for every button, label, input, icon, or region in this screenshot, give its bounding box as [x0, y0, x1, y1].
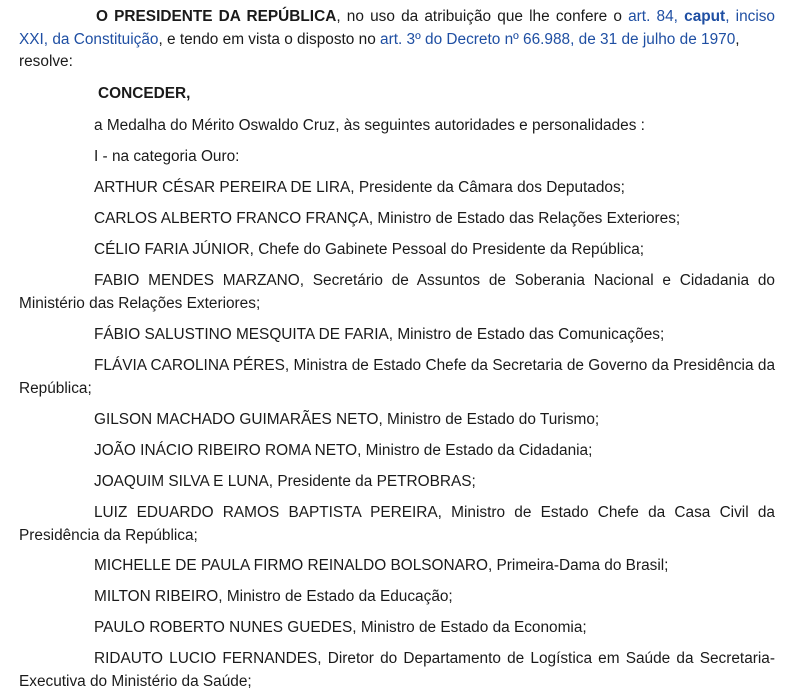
honoree-item — [19, 586, 775, 609]
honoree-item — [19, 471, 775, 494]
honoree-name: FABIO MENDES MARZANO — [94, 272, 300, 289]
honoree-item — [19, 208, 775, 231]
honoree-role: , Chefe do Gabinete Pessoal do Presidente da República; — [249, 241, 645, 258]
honoree-name: PAULO ROBERTO NUNES GUEDES — [94, 619, 353, 636]
honoree-name: JOAQUIM SILVA E LUNA — [94, 473, 269, 490]
honoree-role: , Secretário de Assuntos de Soberania Nacional e Cidadania do Ministério das Relações Exteriores; — [19, 272, 775, 312]
honoree-role: , Ministro de Estado das Comunicações; — [388, 326, 665, 343]
honoree-name: FLÁVIA CAROLINA PÉRES — [94, 357, 285, 374]
honoree-item — [19, 409, 775, 432]
inciso-link[interactable]: , inciso XXI, da Constituição — [19, 8, 775, 48]
preamble-text: , no uso da atribuição que lhe confere o — [336, 8, 629, 25]
honoree-name: CARLOS ALBERTO FRANCO FRANÇA — [94, 210, 369, 227]
honoree-name: MILTON RIBEIRO — [94, 588, 219, 605]
honoree-item — [19, 617, 775, 640]
honoree-name: MICHELLE DE PAULA FIRMO REINALDO BOLSONARO — [94, 557, 488, 574]
honoree-role: , Ministro de Estado da Educação; — [218, 588, 453, 605]
resolve-text: resolve: — [19, 53, 73, 70]
honoree-role: , Presidente da Câmara dos Deputados; — [350, 179, 625, 196]
honoree-name: CÉLIO FARIA JÚNIOR — [94, 241, 250, 258]
honoree-role: , Presidente da PETROBRAS; — [268, 473, 476, 490]
honoree-name: FÁBIO SALUSTINO MESQUITA DE FARIA — [94, 326, 389, 343]
honoree-item — [19, 555, 775, 578]
intro-paragraph — [19, 115, 775, 138]
honoree-role: , Primeira-Dama do Brasil; — [487, 557, 669, 574]
honoree-role: , Ministro de Estado do Turismo; — [378, 411, 600, 428]
honoree-item — [19, 239, 775, 262]
action-paragraph — [19, 83, 775, 106]
honoree-role: , Ministra de Estado Chefe da Secretaria de Governo da Presidência da República; — [19, 357, 776, 397]
honoree-item — [19, 270, 775, 315]
category-text: I - na categoria Ouro: — [94, 148, 240, 165]
intro-text: a Medalha do Mérito Oswaldo Cruz, às seguintes autoridades e personalidades : — [94, 117, 645, 134]
honoree-name: RIDAUTO LUCIO FERNANDES — [94, 650, 318, 667]
honoree-role: , Ministro de Estado Chefe da Casa Civil da Presidência da República; — [19, 504, 775, 544]
honoree-item — [19, 355, 775, 400]
honoree-item — [19, 440, 775, 463]
category-paragraph — [19, 146, 775, 169]
decree-link[interactable]: art. 3º do Decreto nº 66.988, de 31 de julho de 1970 — [380, 30, 736, 48]
honoree-role: , Diretor do Departamento de Logística em Saúde da Secretaria-Executiva do Ministério da Saúde; — [19, 650, 775, 690]
honoree-item — [19, 324, 775, 347]
honoree-item — [19, 648, 775, 693]
honoree-role: , Ministro de Estado da Economia; — [352, 619, 587, 636]
authority-heading: O PRESIDENTE DA REPÚBLICA — [96, 8, 337, 25]
preamble-text: , — [735, 30, 740, 48]
honoree-name: LUIZ EDUARDO RAMOS BAPTISTA PEREIRA — [94, 504, 438, 521]
constitution-article-link[interactable]: art. 84, — [628, 8, 678, 25]
honoree-role: , Ministro de Estado das Relações Exteriores; — [368, 210, 681, 227]
honoree-name: GILSON MACHADO GUIMARÃES NETO — [94, 411, 379, 428]
honoree-name: ARTHUR CÉSAR PEREIRA DE LIRA — [94, 179, 351, 196]
action-heading: CONCEDER, — [98, 85, 191, 102]
preamble-text: , e tendo em vista o disposto no — [158, 30, 381, 48]
honoree-name: JOÃO INÁCIO RIBEIRO ROMA NETO — [94, 442, 358, 459]
honoree-role: , Ministro de Estado da Cidadania; — [357, 442, 593, 459]
preamble-paragraph — [19, 6, 775, 74]
honoree-item — [19, 177, 775, 200]
caput-link[interactable]: caput — [684, 8, 726, 25]
honoree-item — [19, 502, 775, 547]
